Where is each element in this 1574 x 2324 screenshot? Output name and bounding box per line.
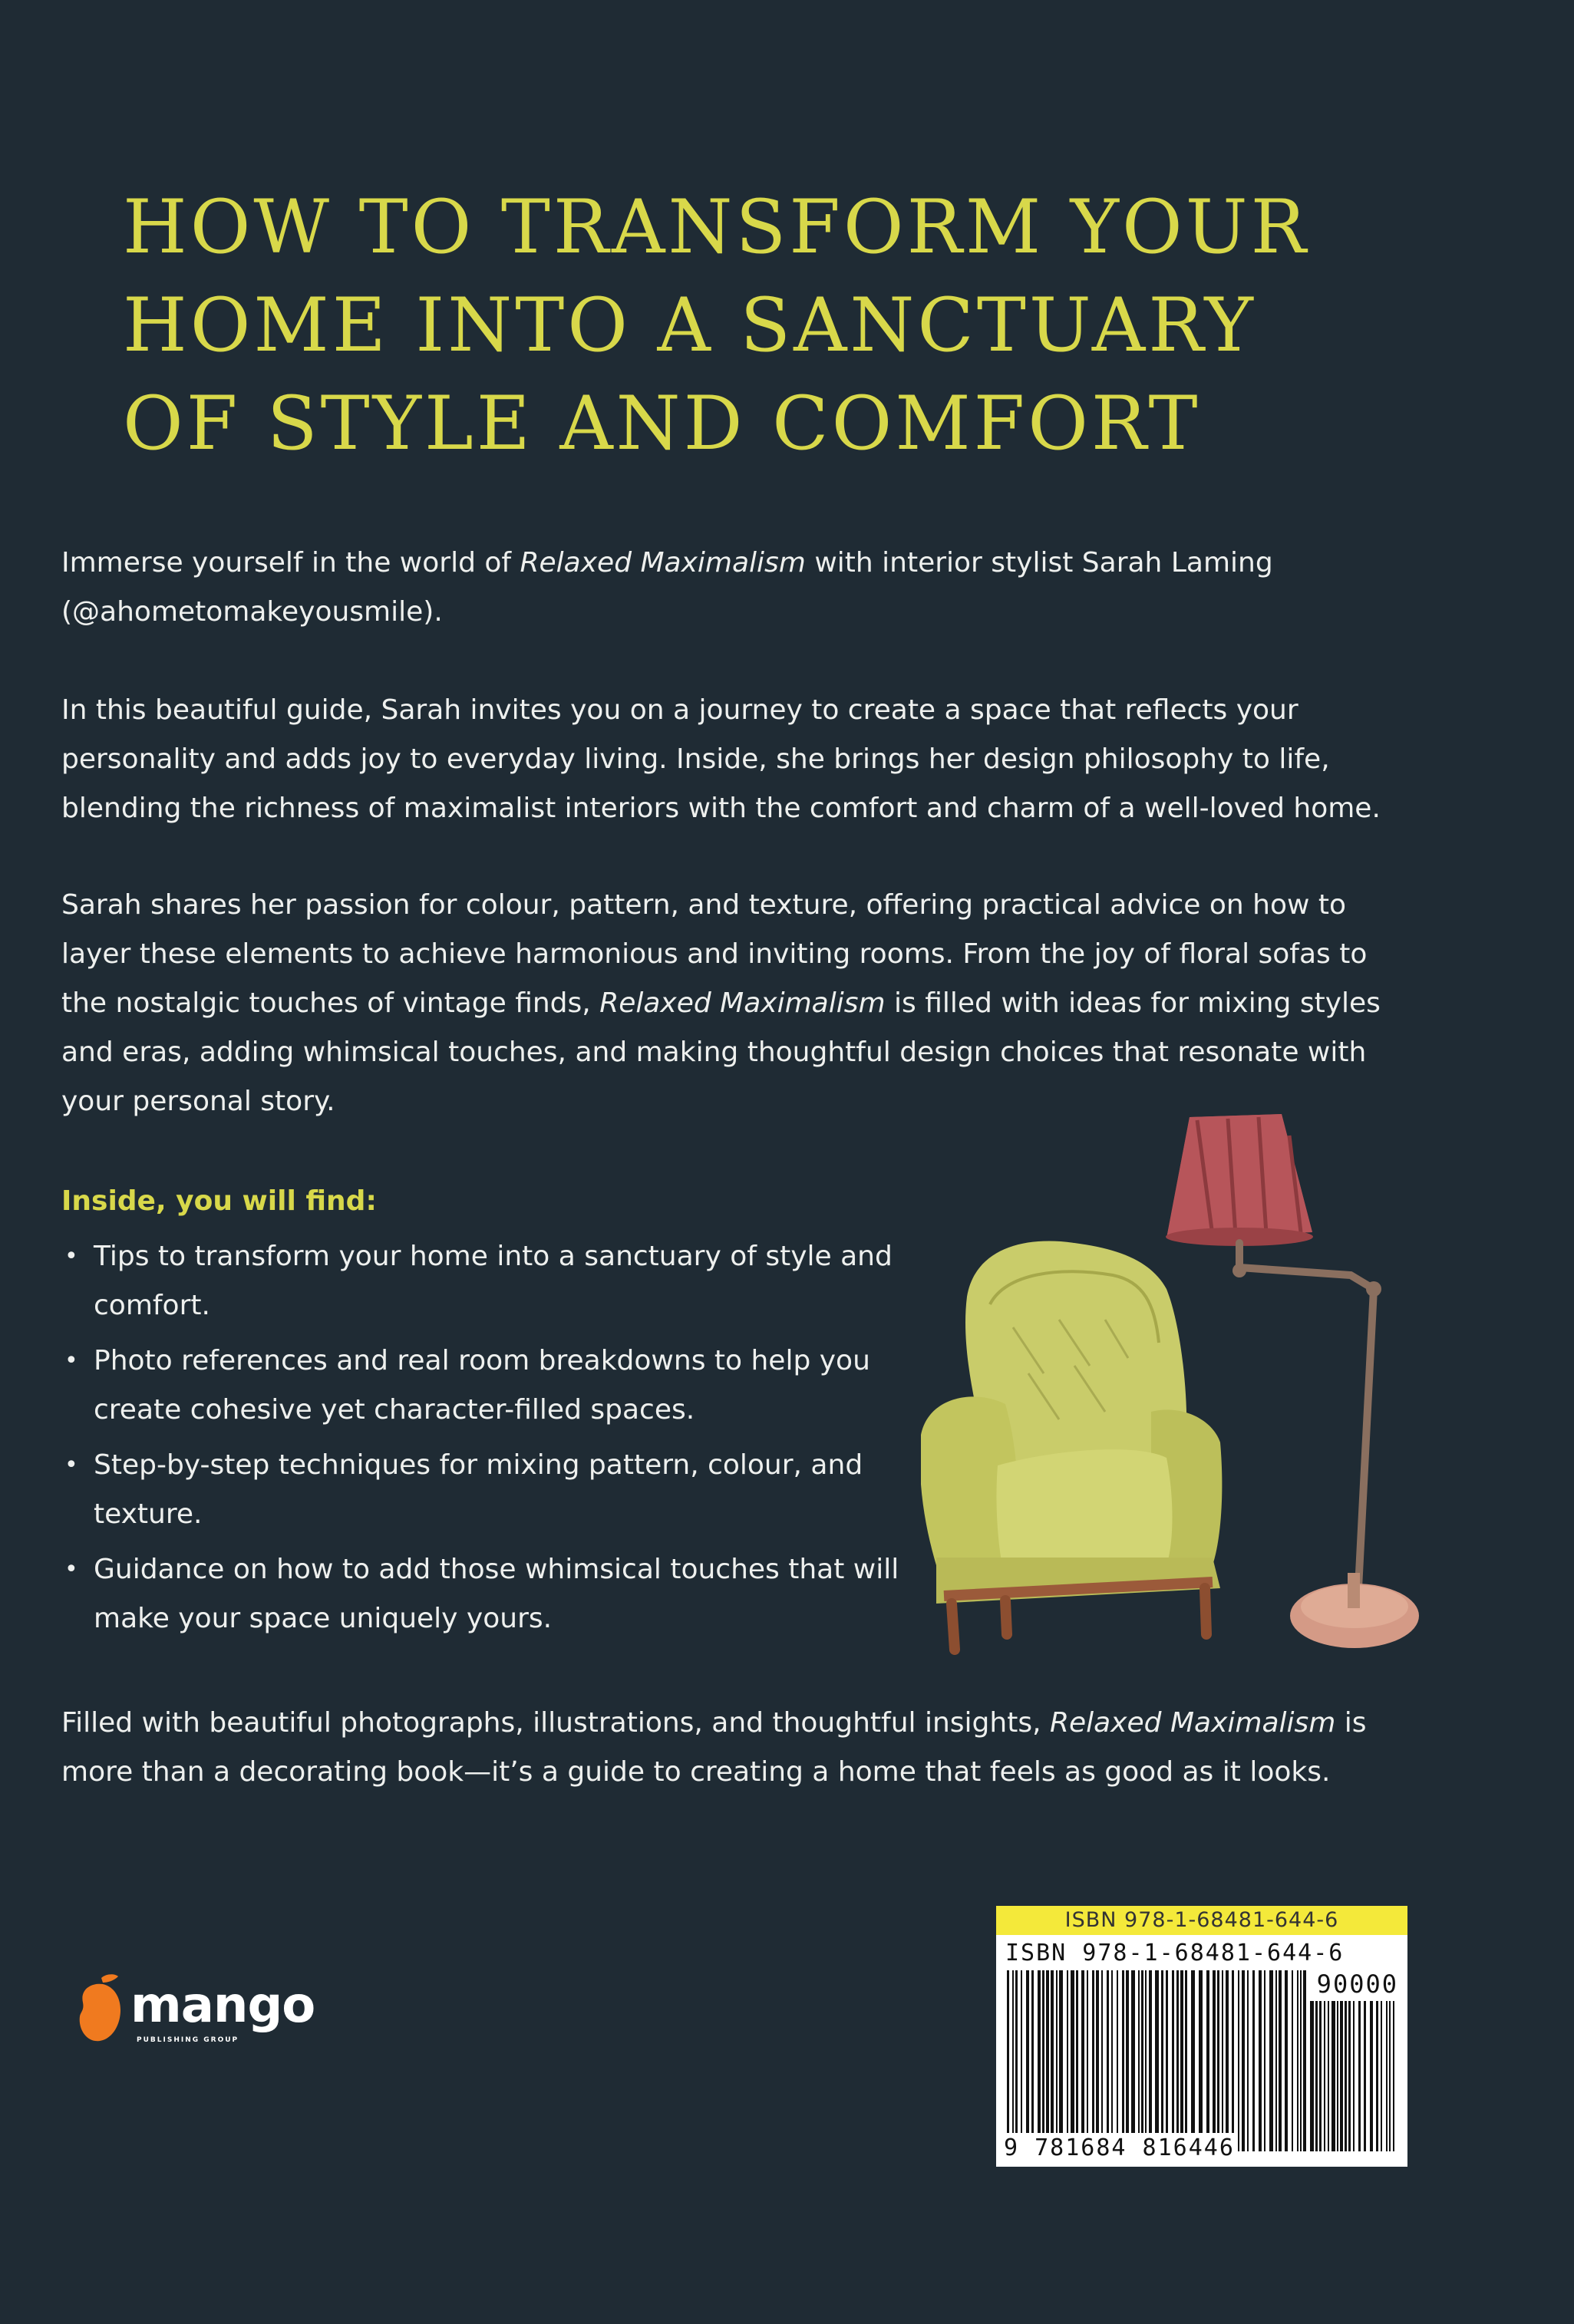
inside-find-label: Inside, you will find:: [61, 1185, 377, 1217]
barcode-bar: [1185, 1970, 1187, 2151]
barcode-bar: [1331, 2001, 1335, 2151]
barcode-bar: [1340, 2001, 1343, 2151]
armchair-lamp-illustration: [921, 1097, 1443, 1680]
details-book-title: Relaxed Maximalism: [599, 987, 886, 1019]
barcode-bar: [1081, 1970, 1084, 2151]
barcode-bar: [1059, 1970, 1063, 2151]
barcode-bar: [1358, 2001, 1361, 2151]
details-paragraph: [61, 881, 1412, 1126]
barcode-bar: [1180, 1970, 1183, 2151]
barcode-bar: [1319, 2001, 1322, 2151]
barcode-bar: [1161, 1970, 1163, 2151]
barcode-bar: [1131, 1970, 1135, 2151]
list-item: • Photo references and real room breakdowns to help you create cohesive yet character-filled spaces.: [61, 1337, 921, 1435]
barcode-bar: [1222, 1970, 1223, 2151]
barcode-bar: [1252, 1970, 1255, 2151]
barcode-bar: [1071, 1970, 1074, 2151]
barcode-bar: [1381, 2001, 1382, 2151]
barcode-bar: [1155, 1970, 1159, 2151]
barcode-bar: [1046, 1970, 1049, 2151]
barcode-bar: [1269, 1970, 1273, 2151]
barcode-bar: [1259, 1970, 1262, 2151]
intro-book-title: Relaxed Maximalism: [520, 547, 806, 579]
intro-text-start: Immerse yourself in the world of: [61, 547, 520, 579]
description-paragraph: In this beautiful guide, Sarah invites you on a journey to create a space that reflects your personality and adds joy to everyday living. Inside, she brings her design philosophy to life, blending the richness of maximalist interiors with the comfort and charm of a well-loved home.: [61, 694, 1381, 824]
publisher-subtitle: PUBLISHING GROUP: [137, 2036, 239, 2044]
barcode-bar: [1172, 1970, 1174, 2151]
barcode-bar: [1067, 1970, 1068, 2151]
publisher-name: mango: [130, 1977, 315, 2034]
list-item: • Step-by-step techniques for mixing pattern, colour, and texture.: [61, 1441, 921, 1539]
barcode-bar: [1126, 1970, 1129, 2151]
barcode-bar: [1370, 2001, 1373, 2151]
barcode-bar: [1117, 1970, 1118, 2151]
list-item: • Tips to transform your home into a sanctuary of style and comfort.: [61, 1232, 921, 1330]
barcode-bar: [1012, 1970, 1014, 2151]
barcode-bar: [1393, 2001, 1394, 2151]
isbn-label: ISBN 978-1-68481-644-6: [1005, 1940, 1345, 1966]
barcode-bar: [1166, 1970, 1168, 2151]
barcode-bar: [1056, 1970, 1058, 2151]
barcode-bar: [1199, 1970, 1203, 2151]
barcode-bar: [1076, 1970, 1078, 2151]
barcode-bar: [1149, 1970, 1152, 2151]
barcode-bar: [1145, 1970, 1147, 2151]
barcode-bar: [1315, 2001, 1318, 2151]
closing-text-end: is more than a decorating book—it’s a guide to creating a home that feels as good as it looks.: [61, 1707, 1367, 1788]
barcode-digits: 9 781684 816446: [1004, 2133, 1238, 2164]
headline: [123, 178, 1351, 473]
headline-line-2: HOME INTO A SANCTUARY: [123, 282, 1256, 368]
publisher-logo: [72, 1972, 315, 2045]
barcode-bar: [1015, 1970, 1018, 2151]
barcode-bar: [1389, 2001, 1391, 2151]
barcode-bar: [1026, 1970, 1029, 2151]
barcode-bar: [1337, 2001, 1338, 2151]
barcode-bar: [1111, 1970, 1113, 2151]
list-item: • Guidance on how to add those whimsical touches that will make your space uniquely yours.: [61, 1545, 921, 1643]
barcode-bar: [1107, 1970, 1109, 2151]
barcode-bar: [1303, 1970, 1306, 2151]
barcode-bar: [1051, 1970, 1054, 2151]
barcode-bar: [1191, 1970, 1195, 2151]
feature-list: [61, 1232, 921, 1650]
barcode-bar: [1213, 1970, 1216, 2151]
barcode-bar: [1087, 1970, 1088, 2151]
details-text-start: Sarah shares her passion for colour, pattern, and texture, offering practical advice on how to layer these elements to achieve harmonious and inviting rooms. From the joy of floral sofas to the nostalgic touches of vintage finds,: [61, 889, 1368, 1019]
barcode-bar: [1353, 2001, 1355, 2151]
intro-paragraph: [61, 539, 1412, 637]
barcode-bar: [1348, 2001, 1351, 2151]
barcode-bar: [1275, 1970, 1277, 2151]
barcode-bar: [1096, 1970, 1099, 2151]
closing-paragraph: [61, 1699, 1412, 1797]
barcode-bar: [1324, 2001, 1325, 2151]
barcode-bar: [1217, 1970, 1219, 2151]
barcode-bar: [1300, 1970, 1302, 2151]
barcode-bar: [1101, 1970, 1103, 2151]
isbn-label-yellow: ISBN 978-1-68481-644-6: [996, 1906, 1407, 1935]
mango-fruit-icon: [72, 1972, 127, 2045]
closing-text-start: Filled with beautiful photographs, illustrations, and thoughtful insights,: [61, 1707, 1050, 1739]
barcode-bar: [1206, 1970, 1209, 2151]
barcode-bar: [1386, 2001, 1388, 2151]
barcode-bar: [1328, 2001, 1329, 2151]
barcode-bar: [1292, 1970, 1293, 2151]
barcode-bar: [1242, 1970, 1245, 2151]
barcode-bar: [1138, 1970, 1140, 2151]
intro-text-end: with interior stylist Sarah Laming (@ahometomakeyousmile).: [61, 547, 1273, 628]
barcode-bar: [1364, 2001, 1366, 2151]
details-text-end: is filled with ideas for mixing styles and eras, adding whimsical touches, and making thoughtful design choices that resonate with your personal story.: [61, 987, 1381, 1117]
armchair-icon: [921, 1241, 1222, 1650]
barcode-bar: [1232, 1970, 1234, 2151]
barcode-bar: [1238, 1970, 1239, 2151]
price-addon-code: 90000: [1316, 1970, 1398, 1999]
barcode-bar: [1376, 2001, 1378, 2151]
barcode-bar: [1247, 1970, 1249, 2151]
barcode-bar: [1031, 1970, 1034, 2151]
headline-line-3: OF STYLE AND COMFORT: [123, 381, 1201, 466]
barcode-bar: [1264, 1970, 1265, 2151]
closing-book-title: Relaxed Maximalism: [1049, 1707, 1336, 1739]
barcode-bar: [1226, 1970, 1229, 2151]
barcode-bar: [1042, 1970, 1044, 2151]
barcode-bar: [1345, 2001, 1347, 2151]
barcode-bar: [1038, 1970, 1041, 2151]
barcode-bar: [1176, 1970, 1179, 2151]
barcode-bar: [1021, 1970, 1022, 2151]
barcode-bar: [1297, 1970, 1298, 2151]
barcode-bar: [1285, 1970, 1288, 2151]
barcode-bar: [1007, 1970, 1009, 2151]
headline-line-1: HOW TO TRANSFORM YOUR: [123, 184, 1309, 270]
barcode-bar: [1279, 1970, 1282, 2151]
barcode-bar: [1141, 1970, 1143, 2151]
barcode-bar: [1122, 1970, 1124, 2151]
isbn-barcode: [996, 1906, 1407, 2167]
barcode-bar: [1310, 2001, 1314, 2151]
barcode-bar: [1092, 1970, 1094, 2151]
